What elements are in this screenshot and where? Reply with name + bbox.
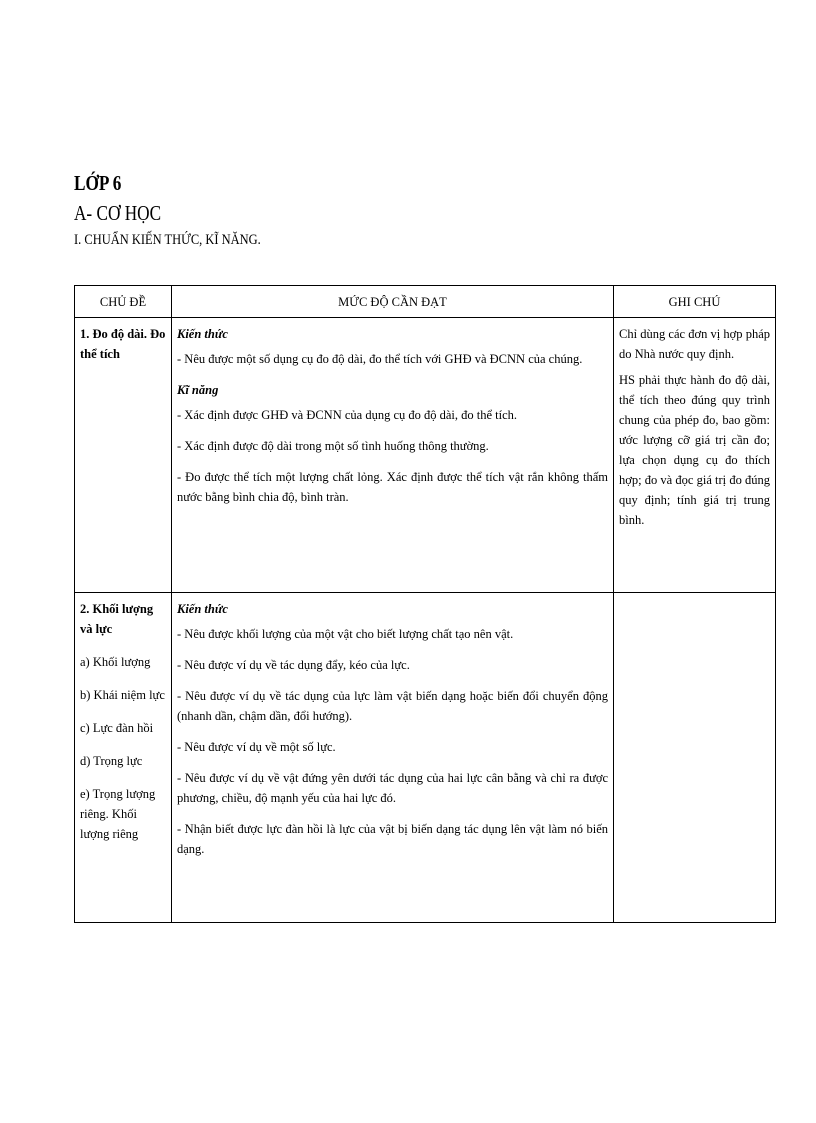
requirement-item: - Nêu được ví dụ về vật đứng yên dưới tác dụng của hai lực cân bằng và chỉ ra được phương, chiều, độ mạnh yếu của hai lực đó. — [177, 771, 608, 805]
subtopic-item: c) Lực đàn hồi — [80, 721, 154, 735]
grade-title: LỚP 6 — [74, 171, 122, 195]
table-header-row — [75, 286, 776, 318]
subtopic-item: b) Khái niệm lực — [80, 688, 165, 702]
requirement-item: - Nêu được ví dụ về tác dụng của lực làm vật biến dạng hoặc biến đổi chuyển động (nhanh dần, chậm dần, đổi hướng). — [177, 689, 608, 723]
requirement-item: - Xác định được độ dài trong một số tình huống thông thường. — [177, 439, 489, 453]
requirement-item: - Nêu được ví dụ về tác dụng đẩy, kéo của lực. — [177, 658, 410, 672]
notes-cell — [614, 593, 776, 923]
requirement-item: - Đo được thể tích một lượng chất lỏng. Xác định được thể tích vật rắn không thấm nước bằng bình chia độ, bình tràn. — [177, 470, 608, 504]
subtopic-item: a) Khối lượng — [80, 655, 151, 669]
subtopic-item: e) Trọng lượng riêng. Khối lượng riêng — [80, 787, 156, 841]
part-title: A- CƠ HỌC — [74, 201, 162, 225]
level-cell — [172, 593, 614, 923]
standards-table — [74, 285, 776, 923]
table-row — [75, 593, 776, 923]
level-cell — [172, 318, 614, 593]
subtopic-item: d) Trọng lực — [80, 754, 143, 768]
note-text: HS phải thực hành đo độ dài, thể tích theo đúng quy trình chung của phép đo, bao gồm: ước lượng cỡ giá trị cần đo; lựa chọn dụng cụ đo thích hợp; đo và đọc giá trị đo đúng quy định; tính giá trị trung bình. — [619, 373, 770, 527]
notes-cell — [614, 318, 776, 593]
table-row — [75, 318, 776, 593]
section-heading: Kiến thức — [177, 602, 228, 616]
topic-title: 1. Đo độ dài. Đo thể tích — [80, 327, 166, 361]
page-header — [74, 168, 291, 252]
topic-title: 2. Khối lượng và lực — [80, 602, 154, 636]
note-text: Chỉ dùng các đơn vị hợp pháp do Nhà nước quy định. — [619, 327, 770, 361]
requirement-item: - Nhận biết được lực đàn hồi là lực của vật bị biến dạng tác dụng lên vật làm nó biến dạng. — [177, 822, 608, 856]
requirement-item: - Nêu được một số dụng cụ đo độ dài, đo thể tích với GHĐ và ĐCNN của chúng. — [177, 352, 583, 366]
column-header-topic: CHỦ ĐỀ — [75, 286, 172, 318]
column-header-notes: GHI CHÚ — [614, 286, 776, 318]
section-heading: Kiến thức — [177, 327, 228, 341]
requirement-item: - Nêu được khối lượng của một vật cho biết lượng chất tạo nên vật. — [177, 627, 514, 641]
requirement-item: - Xác định được GHĐ và ĐCNN của dụng cụ đo độ dài, đo thể tích. — [177, 408, 518, 422]
topic-cell — [75, 593, 172, 923]
column-header-level: MỨC ĐỘ CẦN ĐẠT — [172, 286, 614, 318]
requirement-item: - Nêu được ví dụ về một số lực. — [177, 740, 336, 754]
topic-cell — [75, 318, 172, 593]
section-title: I. CHUẨN KIẾN THỨC, KĨ NĂNG. — [74, 232, 261, 248]
section-heading: Kĩ năng — [177, 383, 219, 397]
